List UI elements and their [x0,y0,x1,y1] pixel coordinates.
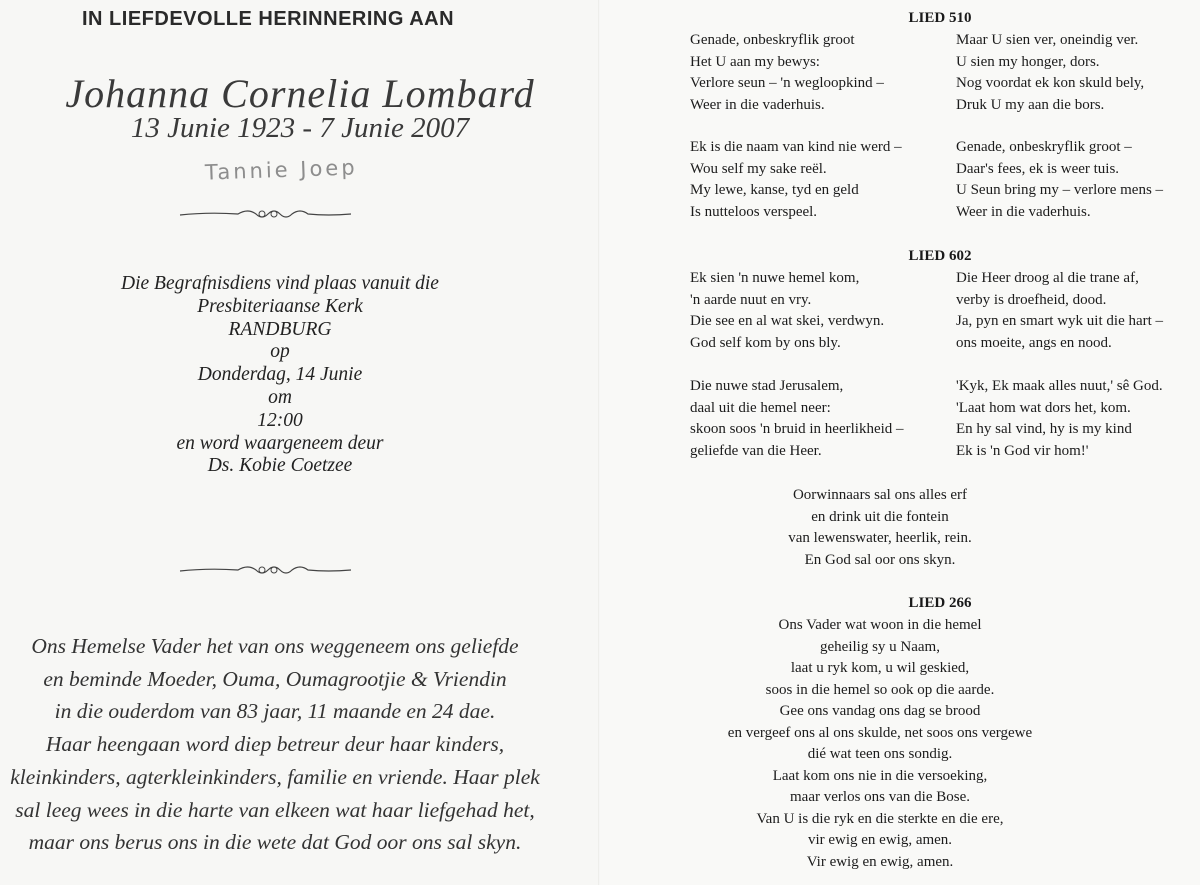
tribute-text [0,630,550,859]
verse-line: ons moeite, angs en nood. [956,334,1112,351]
handwritten-note: Tannie Joep [204,155,358,185]
service-line: op [270,341,290,363]
hymn-verse [690,30,884,116]
tribute-line: in die ouderdom van 83 jaar, 11 maande en 24 dae. [54,699,496,724]
prayer-line: Ons Vader wat woon in die hemel [778,617,982,633]
verse-line: Ek sien 'n nuwe hemel kom, [690,270,860,286]
verse-line: Daar's fees, ek is weer tuis. [956,160,1120,177]
hymn-verse [956,30,1144,116]
verse-line: Weer in die vaderhuis. [690,96,825,113]
verse-line: verby is droefheid, dood. [956,291,1107,308]
deceased-name: Johanna Cornelia Lombard [65,71,535,116]
life-dates: 13 Junie 1923 - 7 Junie 2007 [130,112,470,144]
service-line: Donderdag, 14 Junie [197,364,363,386]
prayer-line: maar verlos ons van die Bose. [790,789,970,805]
prayer-line: dié wat teen ons sondig. [807,746,953,762]
tribute-line: Ons Hemelse Vader het van ons weggeneem ons geliefde [31,634,519,658]
hymn-verse [580,485,1180,571]
hymn-verse [956,376,1163,462]
verse-line: Druk U my aan die bors. [956,96,1105,113]
hymn-title-text: LIED 266 [908,595,972,611]
verse-line: Die nuwe stad Jerusalem, [690,378,844,394]
verse-line: Ek is 'n God vir hom!' [956,442,1089,459]
prayer-line: Laat kom ons nie in die versoeking, [772,767,988,784]
prayer-line: Van U is die ryk en die sterkte en die ere, [756,810,1004,827]
verse-line: Oorwinnaars sal ons alles erf [792,487,968,503]
verse-line: Ja, pyn en smart wyk uit die hart – [956,313,1164,329]
prayer-line: Vir ewig en ewig, amen. [806,853,954,870]
service-line: en word waargeneem deur [176,432,384,454]
lords-prayer [580,615,1180,873]
ornament-divider-icon [178,206,353,222]
right-page [600,0,1200,885]
tribute-line: Haar heengaan word diep betreur deur haar kinders, [45,732,505,757]
tribute-line: sal leeg wees in die harte van elkeen wat haar liefgehad het, [15,797,535,822]
verse-line: van lewenswater, heerlik, rein. [788,530,972,546]
verse-line: geliefde van die Heer. [690,442,822,459]
tribute-line: maar ons berus ons in die wete dat God oor ons sal skyn. [28,830,522,855]
hymn-verse [690,268,884,354]
service-line: RANDBURG [228,318,332,340]
memorial-header: IN LIEFDEVOLLE HERINNERING AAN [82,8,455,30]
verse-line: Ek is die naam van kind nie werd – [690,139,902,155]
verse-line: U Seun bring my – verlore mens – [956,182,1164,198]
verse-line: My lewe, kanse, tyd en geld [690,182,859,198]
prayer-line: en vergeef ons al ons skulde, net soos ons vergewe [727,724,1033,741]
service-details [30,273,530,478]
verse-line: daal uit die hemel neer: [690,399,831,416]
prayer-line: Gee ons vandag ons dag se brood [779,703,981,719]
verse-line: Genade, onbeskryflik groot [690,32,855,48]
verse-line: Is nutteloos verspeel. [690,203,818,220]
service-line: om [268,386,292,408]
verse-line: Het U aan my bewys: [690,53,820,70]
prayer-line: geheilig sy u Naam, [820,638,940,655]
ornament-divider-icon [178,562,353,578]
verse-line: Nog voordat ek kon skuld bely, [956,75,1145,91]
hymn-title-text: LIED 510 [908,10,972,26]
prayer-line: vir ewig en ewig, amen. [807,832,953,848]
verse-line: 'Kyk, Ek maak alles nuut,' sê God. [956,378,1163,394]
hymn-verse [956,268,1163,354]
hymn-verse [956,137,1163,223]
verse-line: God self kom by ons bly. [690,334,841,351]
verse-line: Wou self my sake reël. [690,160,827,177]
prayer-line: laat u ryk kom, u wil geskied, [790,660,970,676]
service-line: Ds. Kobie Coetzee [207,455,353,477]
verse-line: 'Laat hom wat dors het, kom. [956,399,1131,416]
verse-line: en drink uit die fontein [811,508,949,525]
verse-line: Verlore seun – 'n wegloopkind – [690,75,884,91]
hymn-title-text: LIED 602 [908,248,972,264]
service-line: Die Begrafnisdiens vind plaas vanuit die [121,273,439,294]
verse-line: 'n aarde nuut en vry. [690,291,812,308]
verse-line: Genade, onbeskryflik groot – [956,139,1132,155]
verse-line: Weer in die vaderhuis. [956,203,1091,220]
verse-line: Maar U sien ver, oneindig ver. [956,32,1139,48]
verse-line: En God sal oor ons skyn. [804,551,956,568]
hymn-verse [690,376,904,462]
prayer-line: soos in die hemel so ook op die aarde. [765,681,995,698]
verse-line: U sien my honger, dors. [956,53,1100,70]
verse-line: Die Heer droog al die trane af, [956,270,1139,286]
service-line: Presbiteriaanse Kerk [197,295,363,317]
verse-line: En hy sal vind, hy is my kind [956,421,1132,437]
service-line: 12:00 [257,409,303,431]
tribute-line: en beminde Moeder, Ouma, Oumagrootjie & Vriendin [43,666,507,691]
verse-line: Die see en al wat skei, verdwyn. [690,313,885,329]
tribute-line: kleinkinders, agterkleinkinders, familie en vriende. Haar plek [10,764,540,789]
verse-line: skoon soos 'n bruid in heerlikheid – [690,421,904,437]
hymn-verse [690,137,902,223]
